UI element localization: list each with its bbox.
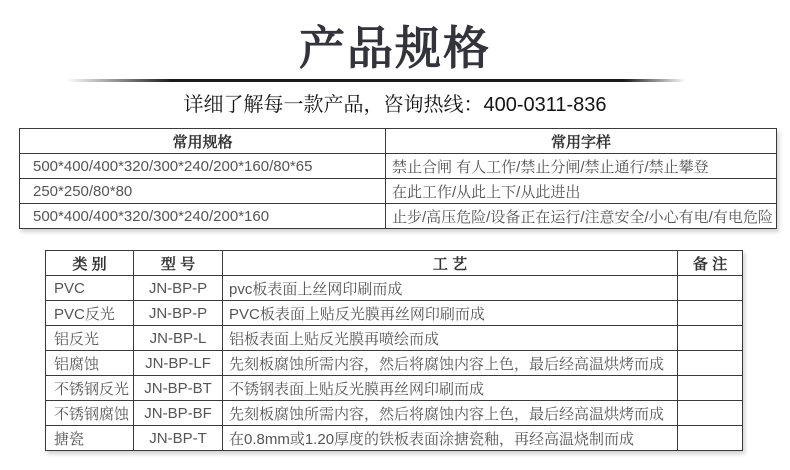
spec-wording-cell: 禁止合闸 有人工作/禁止分闸/禁止通行/禁止攀登 (386, 154, 777, 179)
process-table-row (46, 351, 743, 376)
model-cell: JN-BP-T (134, 426, 223, 451)
craft-cell: PVC板表面上贴反光膜再丝网印刷而成 (223, 301, 678, 326)
model-cell: JN-BP-P (134, 276, 223, 301)
spec-header-common-specs: 常用规格 (20, 129, 386, 154)
process-table-row (46, 301, 743, 326)
remark-cell (678, 351, 743, 376)
spec-wording-cell: 在此工作/从此上下/从此进出 (386, 179, 777, 204)
process-table-row (46, 326, 743, 351)
category-cell: 铝反光 (46, 326, 134, 351)
process-header-craft: 工 艺 (223, 251, 678, 276)
remark-cell (678, 426, 743, 451)
model-cell: JN-BP-P (134, 301, 223, 326)
model-cell: JN-BP-LF (134, 351, 223, 376)
craft-cell: 在0.8mm或1.20厚度的铁板表面涂搪瓷釉，再经高温烧制而成 (223, 426, 678, 451)
spec-sizes-cell: 250*250/80*80 (20, 179, 386, 204)
category-cell: 不锈钢反光 (46, 376, 134, 401)
craft-cell: 不锈钢表面上贴反光膜再丝网印刷而成 (223, 376, 678, 401)
category-cell: PVC反光 (46, 301, 134, 326)
spec-table-row (20, 179, 777, 204)
process-table (45, 250, 743, 451)
process-header-remark: 备 注 (678, 251, 743, 276)
category-cell: 搪瓷 (46, 426, 134, 451)
category-cell: 铝腐蚀 (46, 351, 134, 376)
remark-cell (678, 326, 743, 351)
craft-cell: 先刻板腐蚀所需内容，然后将腐蚀内容上色，最后经高温烘烤而成 (223, 351, 678, 376)
title-divider (66, 79, 686, 82)
remark-cell (678, 401, 743, 426)
spec-table-header-row (20, 129, 777, 154)
spec-header-common-text: 常用字样 (386, 129, 777, 154)
category-cell: 不锈钢腐蚀 (46, 401, 134, 426)
page-title: 产品规格 (299, 22, 491, 74)
remark-cell (678, 276, 743, 301)
spec-sizes-cell: 500*400/400*320/300*240/200*160 (20, 204, 386, 229)
spec-table (19, 128, 777, 229)
process-header-category: 类 别 (46, 251, 134, 276)
process-table-row (46, 401, 743, 426)
spec-table-row (20, 204, 777, 229)
process-table-row (46, 276, 743, 301)
spec-wording-cell: 止步/高压危险/设备正在运行/注意安全/小心有电/有电危险 (386, 204, 777, 229)
craft-cell: pvc板表面上丝网印刷而成 (223, 276, 678, 301)
craft-cell: 先刻板腐蚀所需内容，然后将腐蚀内容上色，最后经高温烘烤而成 (223, 401, 678, 426)
process-table-row (46, 426, 743, 451)
process-table-row (46, 376, 743, 401)
subtitle-hotline: 详细了解每一款产品，咨询热线：400-0311-836 (183, 94, 607, 116)
remark-cell (678, 376, 743, 401)
spec-sizes-cell: 500*400/400*320/300*240/200*160/80*65 (20, 154, 386, 179)
model-cell: JN-BP-BT (134, 376, 223, 401)
category-cell: PVC (46, 276, 134, 301)
process-header-model: 型 号 (134, 251, 223, 276)
craft-cell: 铝板表面上贴反光膜再喷绘而成 (223, 326, 678, 351)
model-cell: JN-BP-L (134, 326, 223, 351)
spec-table-row (20, 154, 777, 179)
model-cell: JN-BP-BF (134, 401, 223, 426)
remark-cell (678, 301, 743, 326)
process-table-header-row (46, 251, 743, 276)
